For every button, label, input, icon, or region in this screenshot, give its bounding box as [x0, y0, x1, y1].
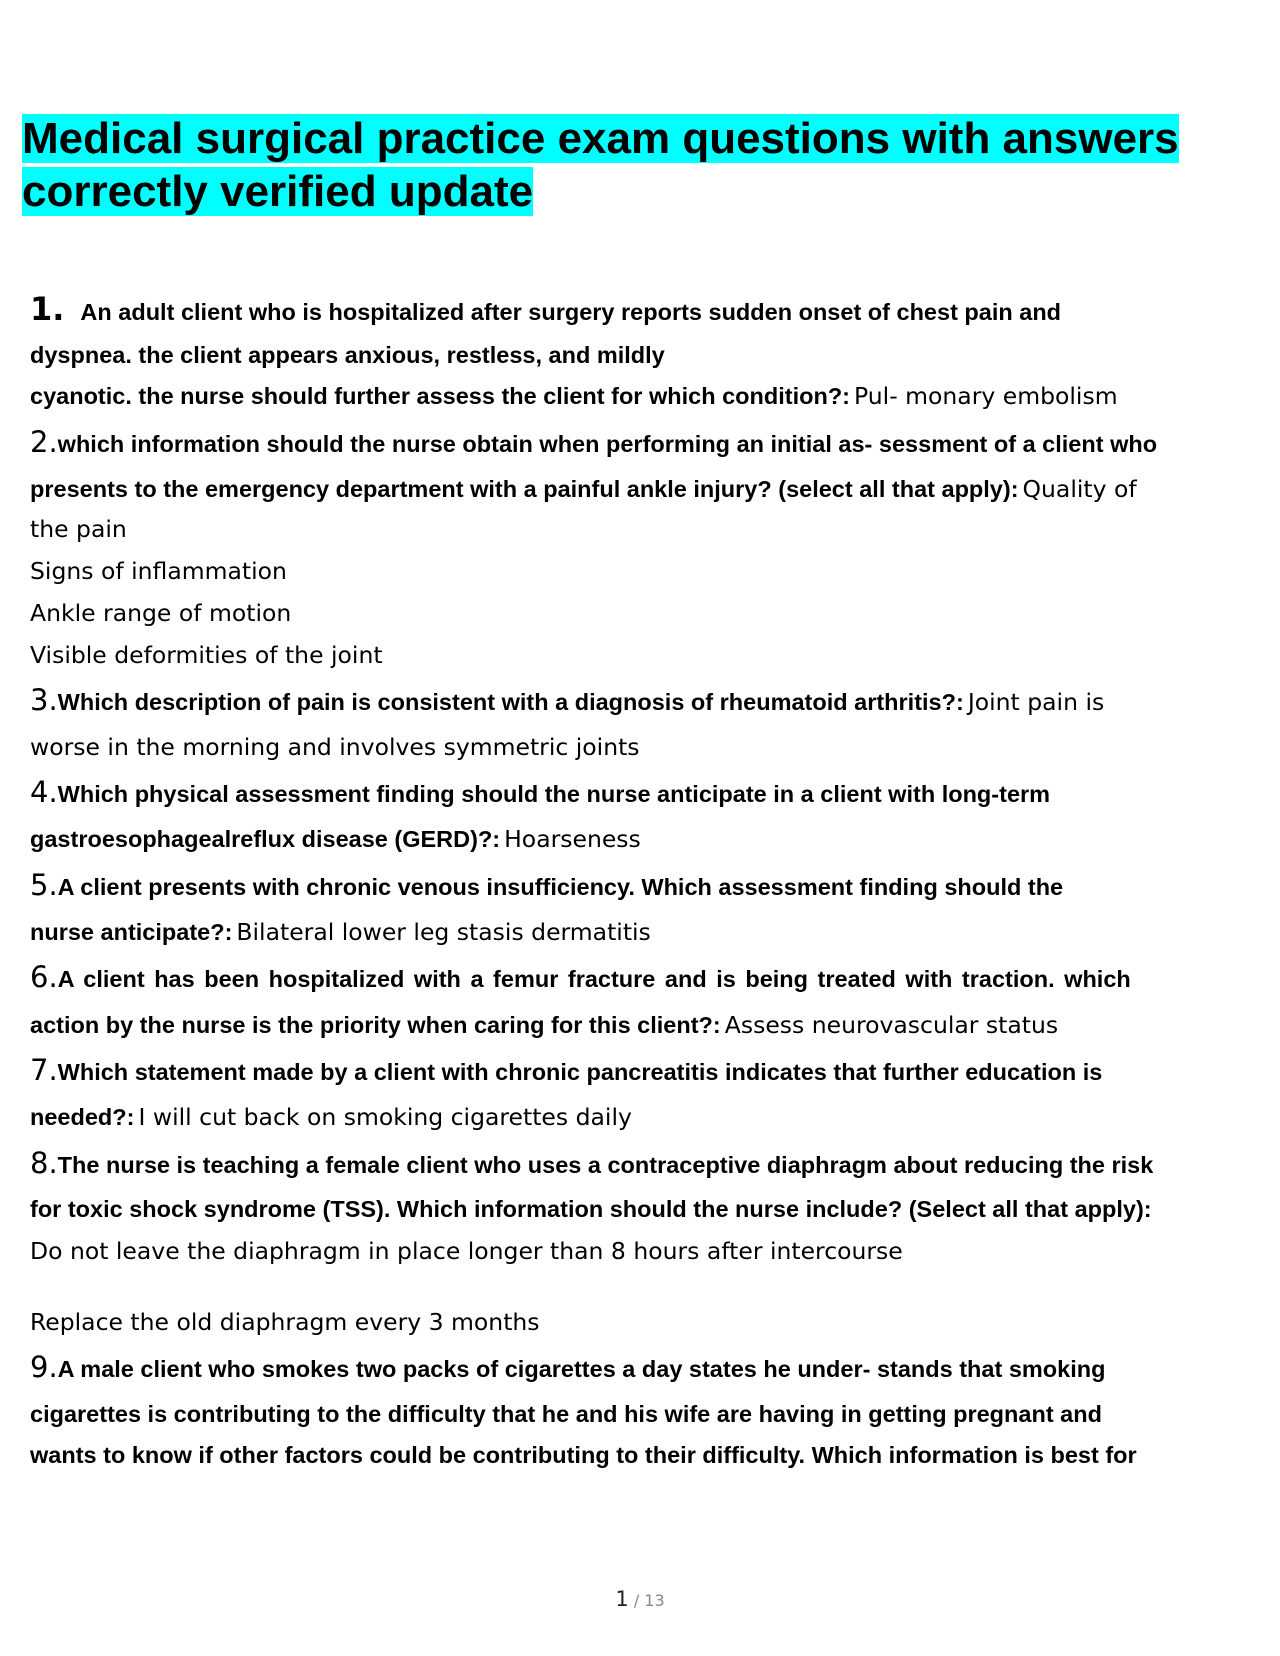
question-5-line-2 [30, 918, 651, 946]
question-7-line-2 [30, 1103, 632, 1131]
question-9-line-2 [30, 1401, 1102, 1428]
answer-text: Replace the old diaphragm every 3 months [30, 1308, 540, 1336]
question-4-line-1 [30, 775, 1050, 809]
answer-text: I will cut back on smoking cigarettes daily [138, 1103, 632, 1131]
question-number: 1. [30, 290, 65, 328]
answer-text: the pain [30, 515, 127, 543]
question-text: cyanotic. the nurse should further assess the client for which condition?: [30, 383, 851, 409]
answer-text: Bilateral lower leg stasis dermatitis [236, 918, 651, 946]
question-9-line-3 [30, 1442, 1137, 1469]
answer-text: Pul- monary embolism [854, 382, 1118, 410]
question-text: wants to know if other factors could be contributing to their difficulty. Which information is best for [30, 1442, 1137, 1468]
page-total: / 13 [633, 1591, 665, 1610]
answer-text: Signs of inflammation [30, 557, 287, 585]
question-number: 7. [30, 1053, 58, 1087]
question-1-line-2 [30, 342, 665, 369]
question-6-line-1 [30, 960, 1131, 994]
answer-text: Ankle range of motion [30, 599, 292, 627]
question-1-line-1 [30, 290, 1061, 328]
question-text: A client presents with chronic venous insufficiency. Which assessment finding should the [57, 874, 1064, 900]
answer-line [30, 733, 640, 761]
answer-text: Visible deformities of the joint [30, 641, 383, 669]
question-number: 5. [30, 868, 58, 902]
question-2-line-1 [30, 425, 1157, 459]
answer-line [30, 557, 287, 585]
question-number: 2. [30, 425, 58, 459]
question-number: 3. [30, 683, 58, 717]
question-5-line-1 [30, 868, 1063, 902]
page-indicator [0, 1587, 1280, 1611]
question-9-line-1 [30, 1350, 1105, 1384]
question-text: needed?: [30, 1104, 135, 1130]
answer-line [30, 641, 383, 669]
question-text: Which physical assessment finding should the nurse anticipate in a client with long-term [57, 781, 1051, 807]
question-text: cigarettes is contributing to the difficulty that he and his wife are having in getting pregnant and [30, 1401, 1102, 1427]
answer-line [30, 1237, 903, 1265]
question-text: action by the nurse is the priority when caring for this client?: [30, 1012, 721, 1038]
answer-line [30, 515, 127, 543]
answer-text: Joint pain is [967, 688, 1105, 716]
question-text: A client has been hospitalized with a femur fracture and is being treated with traction. which [57, 966, 1131, 992]
question-7-line-1 [30, 1053, 1102, 1087]
question-text: dyspnea. the client appears anxious, restless, and mildly [30, 342, 665, 368]
question-text: presents to the emergency department with a painful ankle injury? (select all that apply): [30, 476, 1019, 502]
answer-text: Quality of [1022, 475, 1137, 503]
question-3-line-1 [30, 683, 1104, 717]
question-number: 4. [30, 775, 58, 809]
question-text: A male client who smokes two packs of cigarettes a day states he under- stands that smoking [57, 1356, 1106, 1382]
question-number: 9. [30, 1350, 58, 1384]
title-line-2: correctly verified update [22, 167, 534, 216]
question-1-line-3 [30, 382, 1118, 410]
answer-text: Assess neurovascular status [724, 1011, 1059, 1039]
question-4-line-2 [30, 825, 641, 853]
question-text: gastroesophagealreflux disease (GERD)?: [30, 826, 501, 852]
question-number: 6. [30, 960, 58, 994]
answer-line [30, 599, 291, 627]
answer-text: Hoarseness [504, 825, 641, 853]
question-text: for toxic shock syndrome (TSS). Which information should the nurse include? (Select all that apply): [30, 1196, 1152, 1222]
question-8-line-1 [30, 1146, 1153, 1180]
question-2-line-2 [30, 475, 1137, 503]
answer-text: Do not leave the diaphragm in place longer than 8 hours after intercourse [30, 1237, 903, 1265]
question-text: nurse anticipate?: [30, 919, 233, 945]
answer-line [30, 1308, 540, 1336]
question-text: which information should the nurse obtain when performing an initial as- sessment of a client who [57, 431, 1158, 457]
question-8-line-2 [30, 1196, 1152, 1223]
question-text: An adult client who is hospitalized after surgery reports sudden onset of chest pain and [80, 299, 1062, 325]
question-text: Which description of pain is consistent with a diagnosis of rheumatoid arthritis?: [57, 689, 964, 715]
question-text: Which statement made by a client with chronic pancreatitis indicates that further education is [57, 1059, 1103, 1085]
question-number: 8. [30, 1146, 58, 1180]
question-6-line-2 [30, 1011, 1058, 1039]
question-text: The nurse is teaching a female client who uses a contraceptive diaphragm about reducing the risk [57, 1152, 1154, 1178]
title-line-1: Medical surgical practice exam questions with answers [22, 114, 1179, 163]
page-current: 1 [615, 1587, 629, 1611]
answer-text: worse in the morning and involves symmetric joints [30, 733, 640, 761]
document-title [22, 112, 1262, 218]
